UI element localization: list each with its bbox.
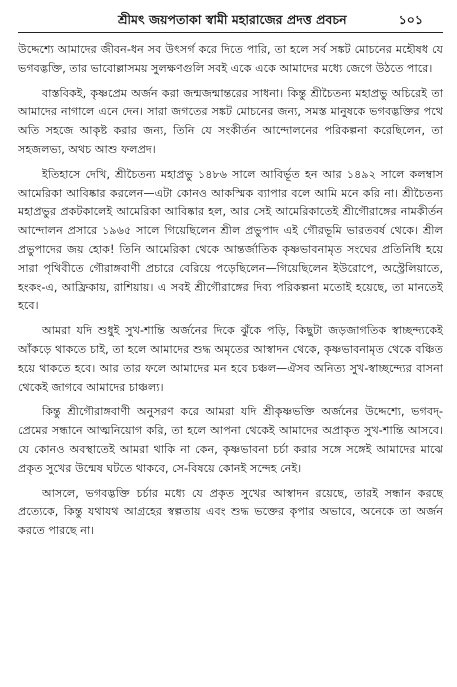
page-number: ১০১	[398, 12, 423, 27]
header-title: শ্রীমৎ জয়পতাকা স্বামী মহারাজের প্রদত্ত প্রবচন	[118, 12, 347, 27]
paragraph: কিন্তু শ্রীগৌরাঙ্গবাণী অনুসরণ করে আমরা যদি শ্রীকৃষ্ণভক্তি অর্জনের উদ্দেশ্যে, ভগবদ্-প্রেমের সন্ধানে আত্মনিয়োগ করি, তা হলে আপনা থেকেই আমাদের অপ্রাকৃত সুখ-শান্তি আসবে। যে কোনও অবস্থাতেই আমরা থাকি না কেন, কৃষ্ণভাবনা চর্চা করার সঙ্গে সঙ্গেই আমাদের মাঝে প্রকৃত সুখের উন্মেষ ঘটতে থাকবে, সে-বিষয়ে কোনই সন্দেহ নেই।	[18, 405, 443, 475]
paragraph: আসলে, ভগবদ্ভক্তি চর্চার মধ্যে যে প্রকৃত সুখের আস্বাদন রয়েছে, তারই সন্ধান করছে প্রত্যেকে, কিন্তু যথাযথ আগ্রহের স্বল্পতায় এবং শুদ্ধ ভক্তের কৃপার অভাবে, অনেকে তা অর্জন করতে পারছে না।	[18, 486, 443, 538]
header-rule	[18, 32, 443, 33]
running-header	[18, 10, 443, 30]
paragraph: আমরা যদি শুধুই সুখ-শান্তি অর্জনের দিকে ঝুঁকে পড়ি, কিছুটা জড়জাগতিক স্বাচ্ছন্দ্যকেই আঁকড়ে থাকতে চাই, তা হলে আমাদের শুদ্ধ অমৃতের আস্বাদন থেকে, কৃষ্ণভাবনামৃত থেকে বঞ্চিত হয়ে থাকতে হবে। আর তার ফলে আমাদের মন হবে চঞ্চল—ঐসব অনিত্য সুখ-স্বাচ্ছন্দ্যের বাসনা থেকেই জাগবে আমাদের চাঞ্চল্য।	[18, 324, 443, 394]
paragraph: ইতিহাসে দেখি, শ্রীচৈতন্য মহাপ্রভু ১৪৮৬ সালে আবির্ভূত হন আর ১৪৯২ সালে কলম্বাস আমেরিকা আবিষ্কার করলেন—এটা কোনও আকস্মিক ব্যাপার বলে আমি মনে করি না। শ্রীচৈতন্য মহাপ্রভুর প্রকটকালেই আমেরিকা আবিষ্কার হল, আর সেই আমেরিকাতেই শ্রীগৌরাঙ্গের নামকীর্তন আন্দোলন প্রসারে ১৯৬৫ সালে গিয়েছিলেন শ্রীল প্রভুপাদ এই গৌরভূমি ভারতবর্ষ থেকে। শ্রীল প্রভুপাদের জয় হোক! তিনি আমেরিকা থেকে আন্তর্জাতিক কৃষ্ণভাবনামৃত সংঘের প্রতিনিধি হয়ে সারা পৃথিবীতে গৌরাঙ্গবাণী প্রচারে বেরিয়ে পড়েছিলেন—গিয়েছিলেন ইউরোপে, অস্ট্রেলিয়াতে, হংকং-এ, আফ্রিকায়, রাশিয়ায়। এ সবই শ্রীগৌরাঙ্গের দিব্য পরিকল্পনা মতোই হয়েছে, তা মানতেই হবে।	[18, 167, 443, 313]
page-body	[18, 41, 443, 541]
paragraph: বাস্তবিকই, কৃষ্ণপ্রেম অর্জন করা জন্মজন্মান্তরের সাধনা। কিন্তু শ্রীচৈতন্য মহাপ্রভু অচিরেই তা আমাদের নাগালে এনে দেন। সারা জগতের সঙ্কট মোচনের জন্য, সমস্ত মানুষকে ভগবদ্ভক্তির পথে অতি সহজে আকৃষ্ট করার জন্য, তিনি যে সংকীর্তন আন্দোলনের পরিকল্পনা করেছিলেন, তা সহজলভ্য, অথচ আশু ফলপ্রদ।	[18, 86, 443, 156]
paragraph-continuation: উদ্দেশ্যে আমাদের জীবন-ধন সব উৎসর্গ করে দিতে পারি, তা হলে সর্ব সঙ্কট মোচনের মহৌষধ যে ভগবদ্ভক্তি, তার ভাবোল্লাসময় সুলক্ষণগুলি সবই একে একে আমাদের মধ্যে জেগে উঠতে পারে।	[18, 43, 443, 75]
